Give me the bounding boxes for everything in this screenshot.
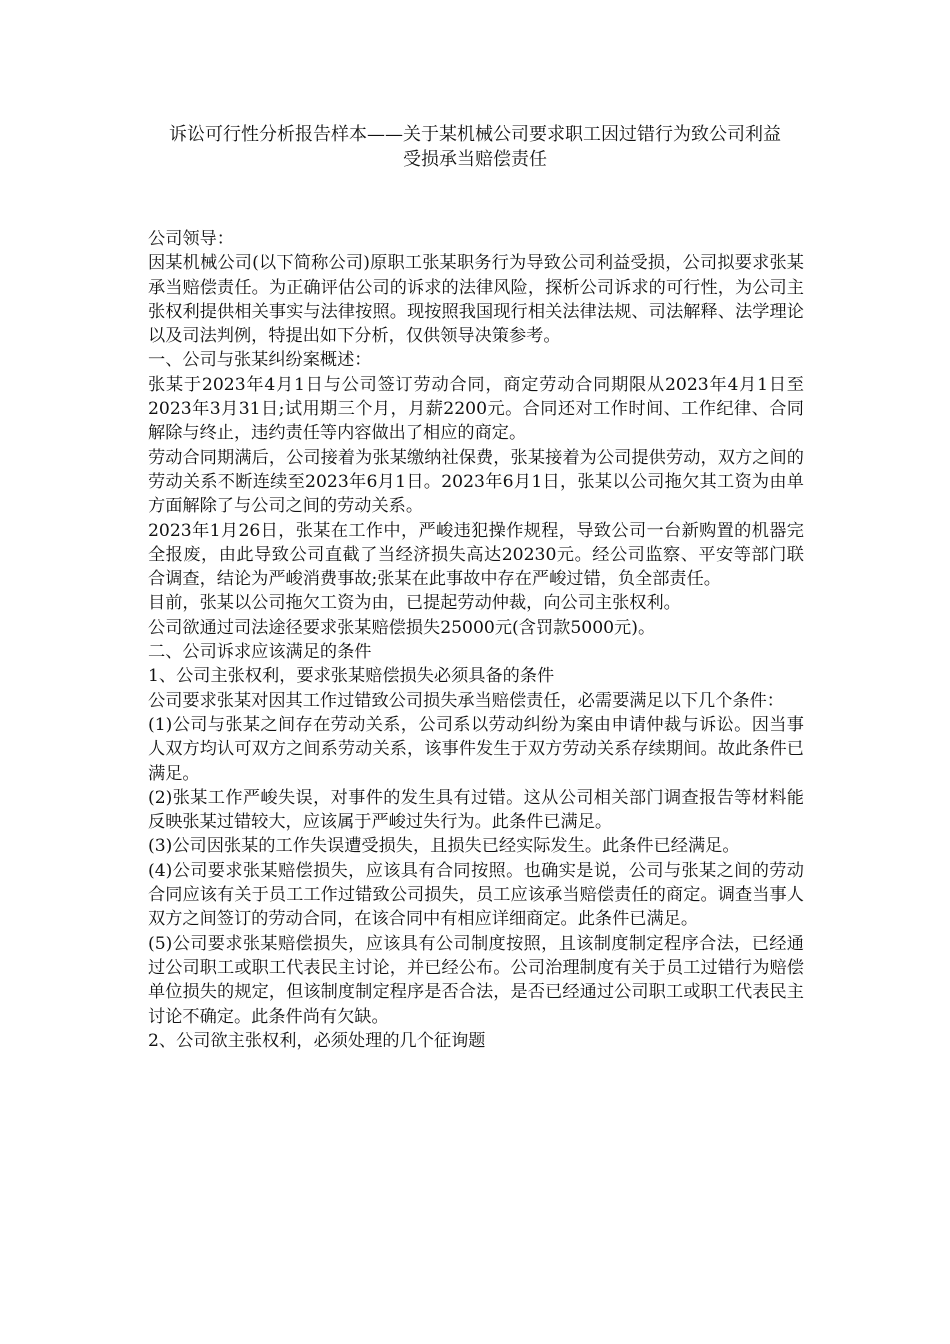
subsection-heading-2: 2、公司欲主张权利，必须处理的几个征询题 <box>148 1030 486 1051</box>
body-paragraph: 劳动合同期满后，公司接着为张某缴纳社保费，张某接着为公司提供劳动，双方之间的劳动关系不断连续至2023年6月1日。2023年6月1日，张某以公司拖欠其工资为由单方面解除了与公司之间的劳动关系。 <box>148 447 804 517</box>
condition-item-3: (3)公司因张某的工作失误遭受损失，且损失已经实际发生。此条件已经满足。 <box>148 836 740 857</box>
document-title <box>140 122 810 172</box>
body-paragraph: 公司要求张某对因其工作过错致公司损失承当赔偿责任，必需要满足以下几个条件： <box>148 690 784 711</box>
body-paragraph: 目前，张某以公司拖欠工资为由，已提起劳动仲裁，向公司主张权利。 <box>148 593 681 614</box>
title-line-1: 诉讼可行性分析报告样本——关于某机械公司要求职工因过错行为致公司利益 <box>169 124 781 145</box>
condition-item-2: (2)张某工作严峻失误，对事件的发生具有过错。这从公司相关部门调查报告等材料能反映张某过错较大，应该属于严峻过失行为。此条件已满足。 <box>148 787 804 833</box>
document-body <box>148 227 804 1053</box>
section-heading-1: 一、公司与张某纠纷案概述： <box>148 350 372 371</box>
subsection-heading-1: 1、公司主张权利，要求张某赔偿损失必须具备的条件 <box>148 666 555 687</box>
condition-item-5: (5)公司要求张某赔偿损失，应该具有公司制度按照，且该制度制定程序合法，已经通过公司职工或职工代表民主讨论，并已经公布。公司治理制度有关于员工过错行为赔偿单位损失的规定，但该制度制定程序是否合法，是否已经通过公司职工或职工代表民主讨论不确定。此条件尚有欠缺。 <box>148 933 804 1027</box>
intro-paragraph: 因某机械公司(以下简称公司)原职工张某职务行为导致公司利益受损，公司拟要求张某承当赔偿责任。为正确评估公司的诉求的法律风险，探析公司诉求的可行性，为公司主张权利提供相关事实与法律按照。现按照我国现行相关法律法规、司法解释、法学理论以及司法判例，特提出如下分析，仅供领导决策参考。 <box>148 253 804 347</box>
body-paragraph: 2023年1月26日，张某在工作中，严峻违犯操作规程，导致公司一台新购置的机器完全报废，由此导致公司直截了当经济损失高达20230元。经公司监察、平安等部门联合调查，结论为严峻消费事故;张某在此事故中存在严峻过错，负全部责任。 <box>148 520 804 590</box>
condition-item-4: (4)公司要求张某赔偿损失，应该具有合同按照。也确实是说，公司与张某之间的劳动合同应该有关于员工工作过错致公司损失，员工应该承当赔偿责任的商定。调查当事人双方之间签订的劳动合同，在该合同中有相应详细商定。此条件已满足。 <box>148 860 804 930</box>
salutation: 公司领导： <box>148 229 234 249</box>
title-line-2: 受损承当赔偿责任 <box>403 149 547 170</box>
condition-item-1: (1)公司与张某之间存在劳动关系，公司系以劳动纠纷为案由申请仲裁与诉讼。因当事人双方均认可双方之间系劳动关系，该事件发生于双方劳动关系存续期间。故此条件已满足。 <box>148 714 804 784</box>
body-paragraph: 公司欲通过司法途径要求张某赔偿损失25000元(含罚款5000元)。 <box>148 617 656 638</box>
body-paragraph: 张某于2023年4月1日与公司签订劳动合同，商定劳动合同期限从2023年4月1日至2023年3月31日;试用期三个月，月薪2200元。合同还对工作时间、工作纪律、合同解除与终止，违约责任等内容做出了相应的商定。 <box>148 374 804 444</box>
section-heading-2: 二、公司诉求应该满足的条件 <box>148 642 372 663</box>
